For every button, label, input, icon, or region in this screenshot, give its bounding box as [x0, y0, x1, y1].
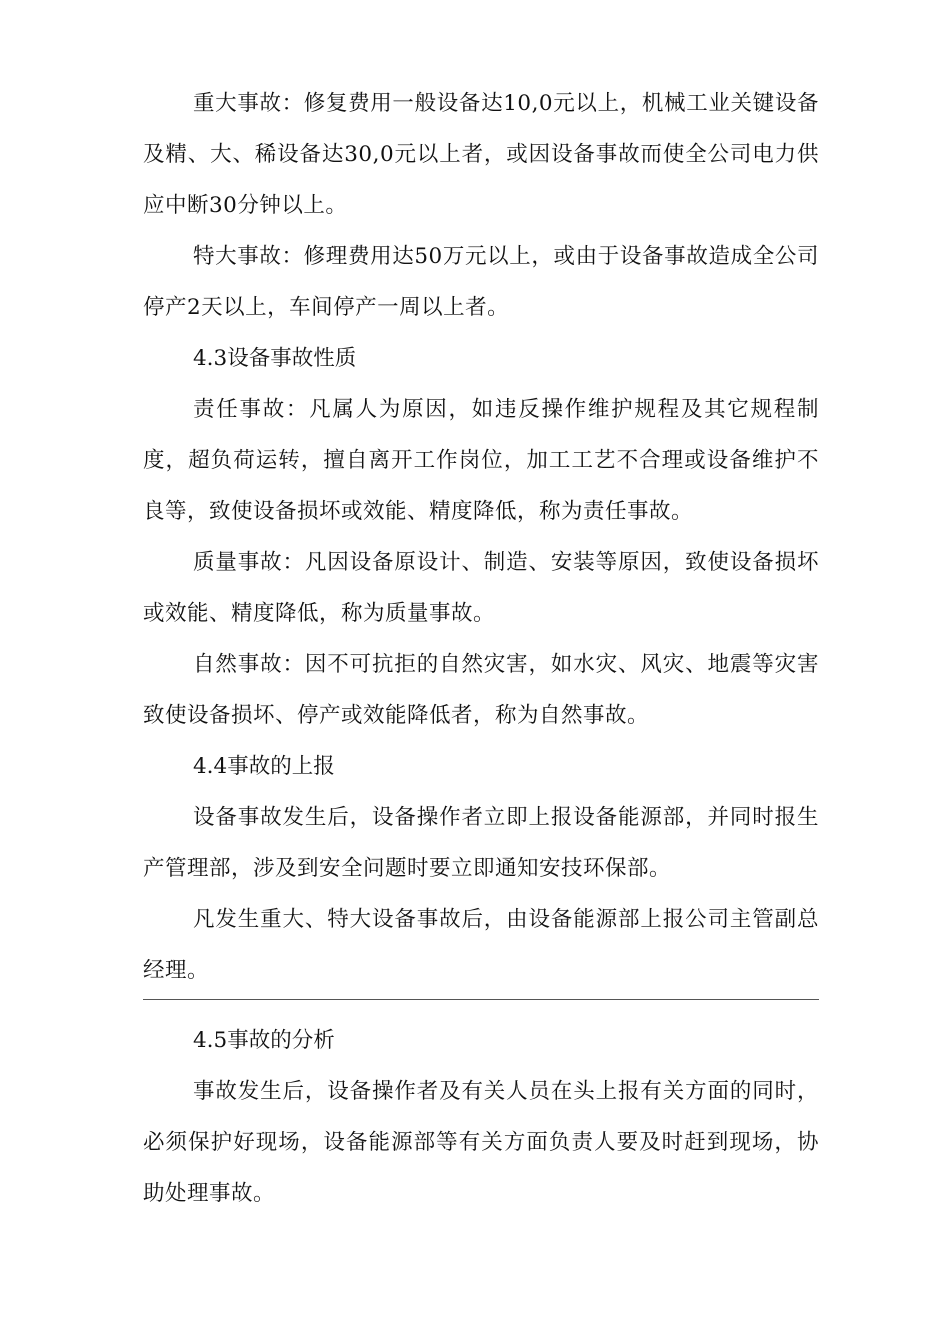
heading-4-5: 4.5事故的分析 — [193, 1028, 335, 1053]
heading-4-4: 4.4事故的上报 — [193, 754, 335, 779]
paragraph-quality-accident: 质量事故：凡因设备原设计、制造、安装等原因，致使设备损坏或效能、精度降低，称为质量事故。 — [143, 550, 819, 626]
paragraph-accident-analysis: 事故发生后，设备操作者及有关人员在头上报有关方面的同时，必须保护好现场，设备能源部等有关方面负责人要及时赶到现场，协助处理事故。 — [143, 1079, 819, 1206]
paragraph-natural-accident: 自然事故：因不可抗拒的自然灾害，如水灾、风灾、地震等灾害致使设备损坏、停产或效能降低者，称为自然事故。 — [143, 652, 819, 728]
paragraph-report-procedure: 设备事故发生后，设备操作者立即上报设备能源部，并同时报生产管理部，涉及到安全问题时要立即通知安技环保部。 — [143, 805, 819, 881]
heading-4-3: 4.3设备事故性质 — [193, 346, 357, 371]
lower-text-block — [143, 1015, 819, 1219]
paragraph-severe-accident: 特大事故：修理费用达50万元以上，或由于设备事故造成全公司停产2天以上，车间停产一周以上者。 — [143, 244, 819, 320]
horizontal-divider — [143, 999, 819, 1000]
paragraph-liability-accident: 责任事故：凡属人为原因，如违反操作维护规程及其它规程制度，超负荷运转，擅自离开工作岗位，加工工艺不合理或设备维护不良等，致使设备损坏或效能、精度降低，称为责任事故。 — [143, 397, 819, 524]
paragraph-report-major: 凡发生重大、特大设备事故后，由设备能源部上报公司主管副总经理。 — [143, 907, 819, 983]
paragraph-major-accident: 重大事故：修复费用一般设备达10,0元以上，机械工业关键设备及精、大、稀设备达30,0元以上者，或因设备事故而使全公司电力供应中断30分钟以上。 — [143, 91, 819, 218]
upper-text-block — [143, 78, 819, 996]
